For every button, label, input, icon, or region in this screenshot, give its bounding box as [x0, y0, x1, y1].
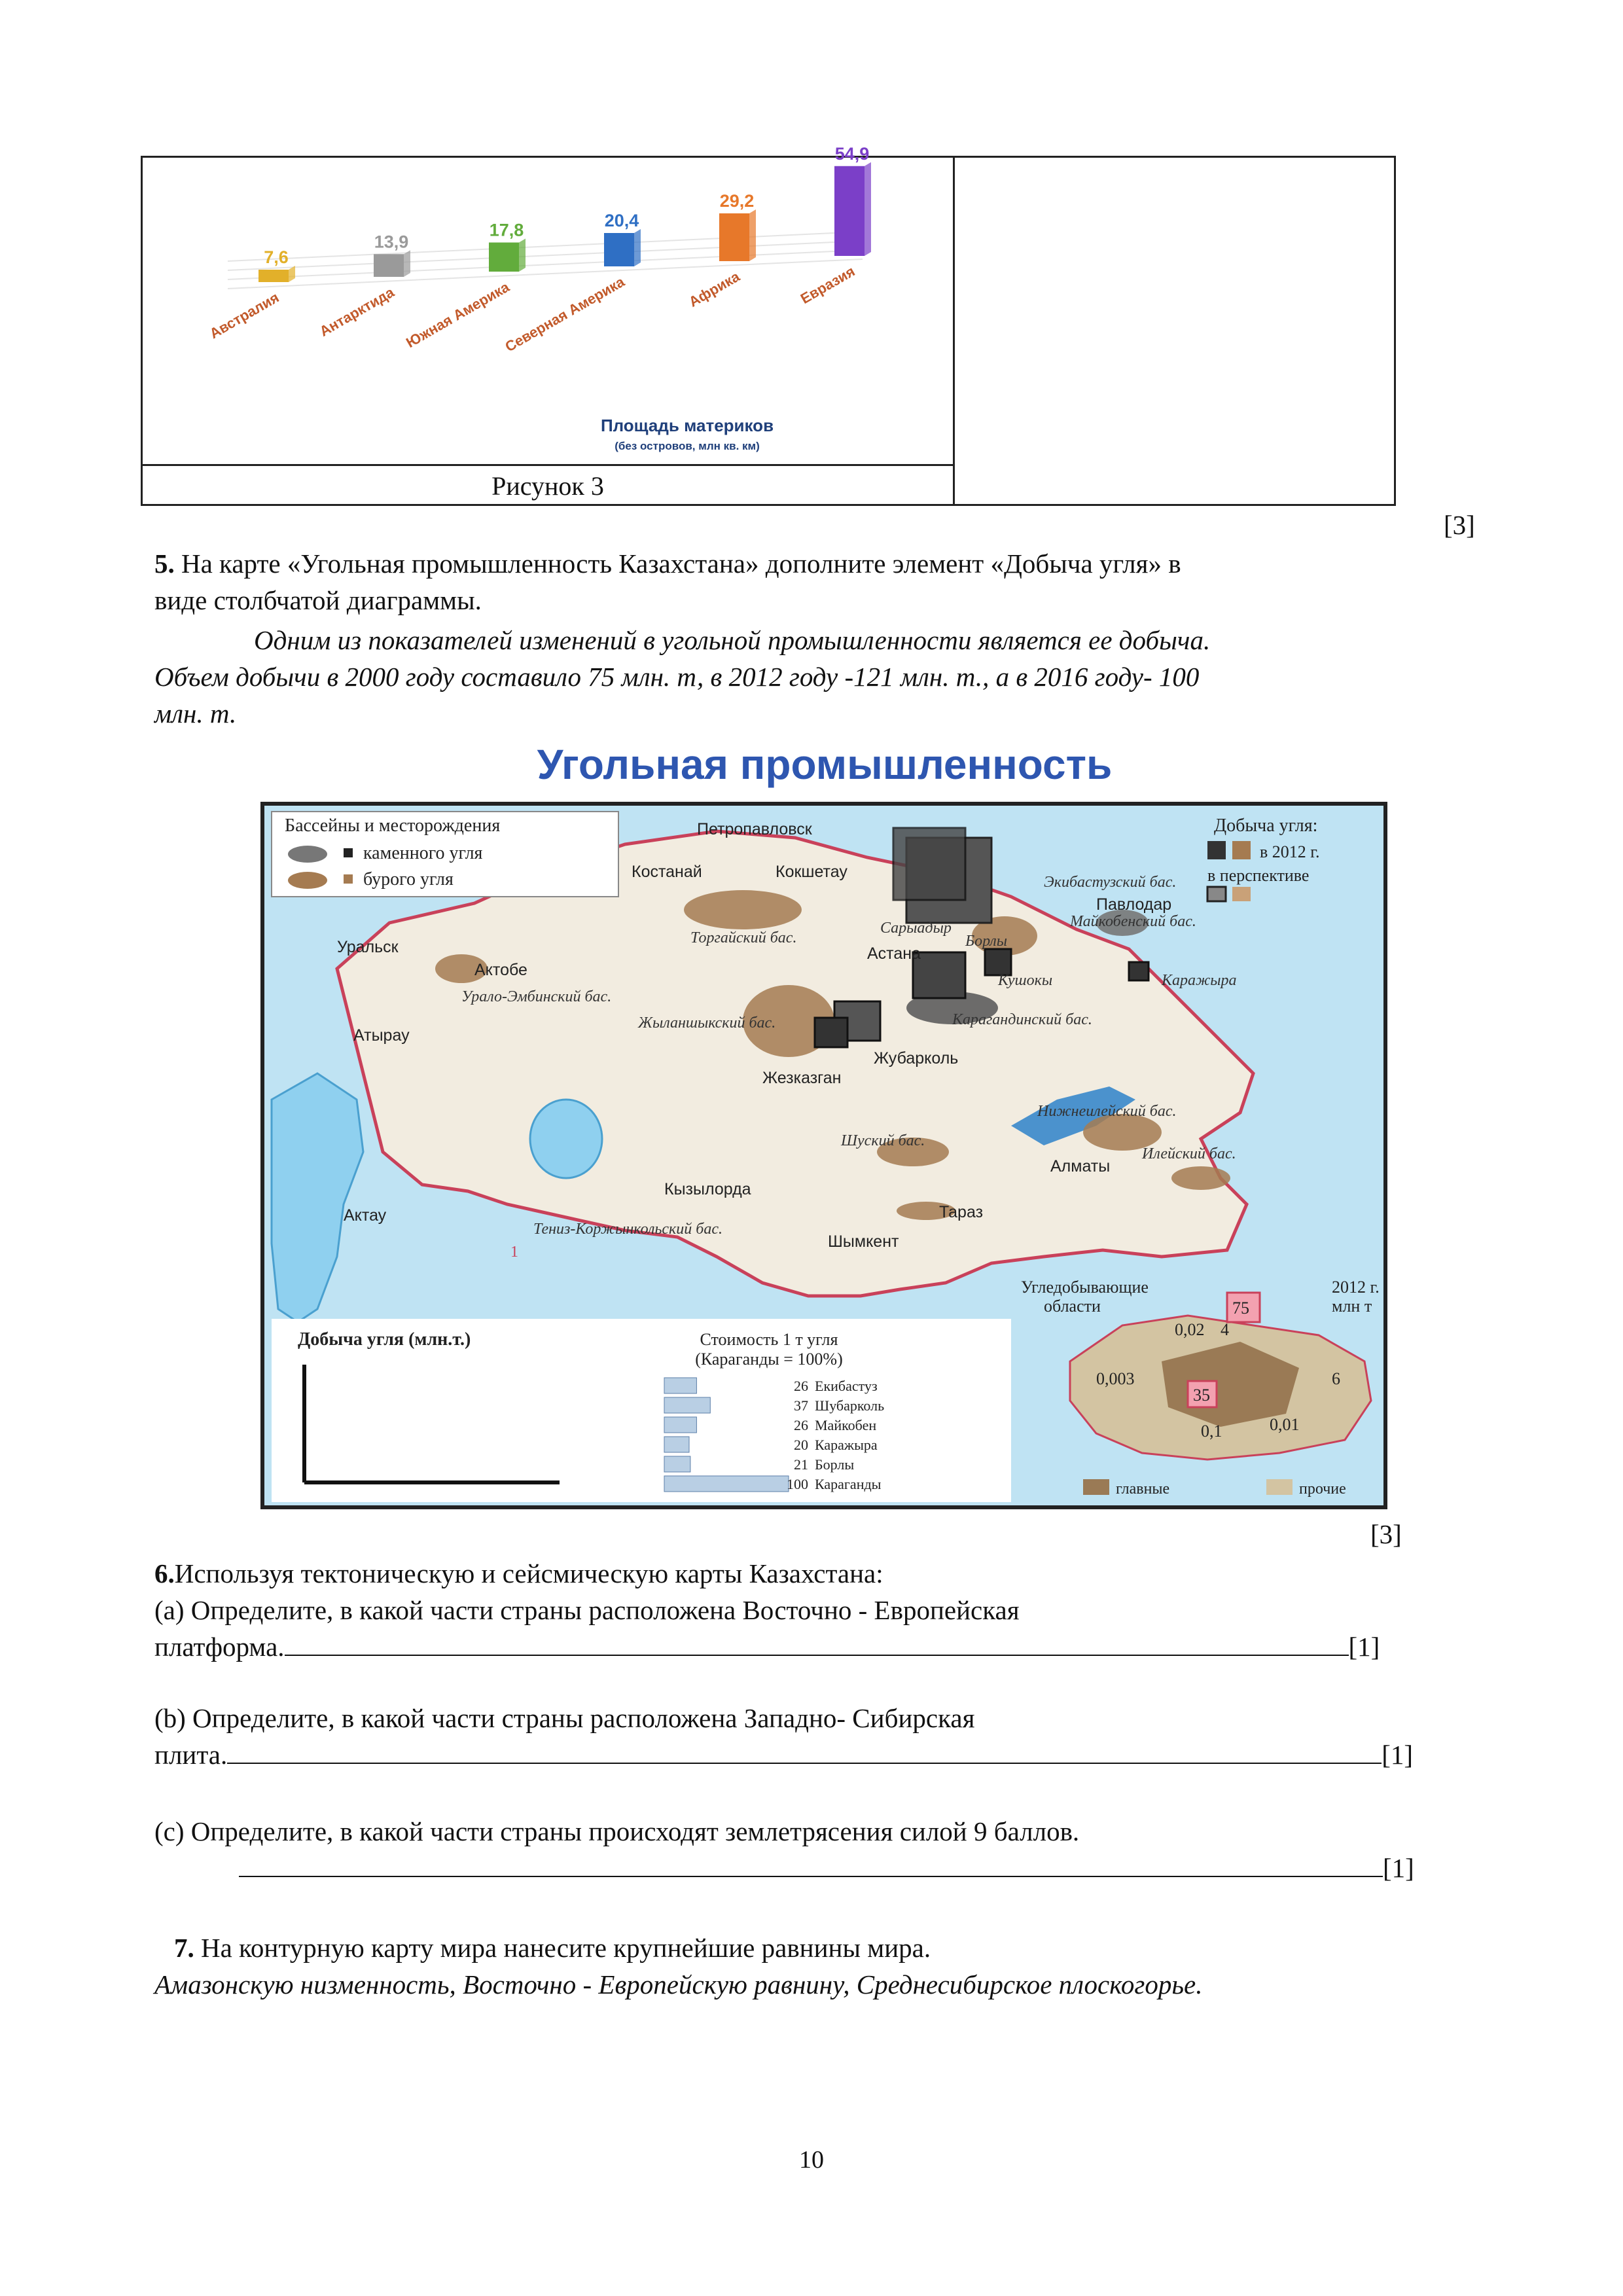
page-number: 10 [799, 2146, 824, 2174]
cost-bar [664, 1397, 710, 1413]
q6a-prompt: платформа. [154, 1632, 285, 1662]
chart-bar-side [519, 239, 526, 272]
chart-gridline [228, 259, 863, 289]
basin-label: Илейский бас. [1142, 1145, 1236, 1162]
basin-label: Урало-Эмбинский бас. [461, 988, 612, 1005]
cost-bar [664, 1476, 789, 1492]
inset-title-2: области [1044, 1297, 1101, 1316]
inset-unit: млн т [1332, 1297, 1372, 1316]
inset-value: 75 [1232, 1299, 1249, 1318]
chart-value-label: 7,6 [264, 247, 289, 267]
legend-brown-coal [288, 872, 327, 889]
coal-basin [1171, 1166, 1230, 1190]
coal-basin [684, 890, 802, 929]
table-divider-horizontal [143, 464, 953, 466]
city-label: Алматы [1050, 1157, 1111, 1175]
q7-text [174, 1929, 931, 1966]
chart-bar-side [289, 266, 295, 282]
chart-subtitle: (без островов, млн кв. км) [615, 440, 760, 452]
chart-category-label: Северная Америка [502, 273, 628, 355]
q7-number: 7. [174, 1933, 194, 1963]
basin-label: Шуский бас. [841, 1132, 925, 1149]
inset-legend-other: прочие [1299, 1480, 1346, 1498]
cost-name: Екибастуз [815, 1378, 878, 1394]
legend-item-stone: каменного угля [363, 843, 483, 863]
cost-value: 26 [794, 1378, 808, 1394]
q6a-score: [1] [1348, 1632, 1380, 1662]
production-square [985, 949, 1011, 975]
q5-text [154, 545, 1457, 619]
cost-value: 21 [794, 1456, 808, 1473]
chart-bar [374, 254, 404, 277]
cost-bar [664, 1456, 690, 1472]
chart-bar [489, 243, 519, 272]
basin-label: Сарыадыр [880, 920, 952, 937]
basin-label: Майкобенский бас. [1070, 913, 1196, 930]
cost-title: Стоимость 1 т угля [700, 1330, 838, 1349]
city-label: Кокшетау [776, 863, 847, 881]
chart-category-label: Австралия [206, 289, 282, 342]
chart-bar-side [634, 229, 641, 266]
legend-right-future: в перспективе [1207, 866, 1310, 885]
inset-value: 6 [1332, 1369, 1340, 1388]
city-label: Жезказган [762, 1069, 842, 1087]
q5-text-line2: виде столбчатой диаграммы. [154, 585, 482, 615]
continent-area-chart [143, 143, 953, 463]
q6a-line2 [154, 1628, 1380, 1665]
q7-italic: Амазонскую низменность, Восточно - Европейскую равнину, Среднесибирское плоскогорье. [154, 1969, 1203, 2000]
q6b-line1: (b) Определите, в какой части страны расположена Западно- Сибирская [154, 1703, 975, 1733]
basin-label: Кушокы [998, 972, 1053, 989]
cost-name: Караганды [815, 1476, 882, 1492]
production-square [815, 1018, 847, 1047]
city-label: Костанай [632, 863, 702, 881]
chart-gridline [228, 241, 863, 270]
chart-value-label: 13,9 [374, 232, 409, 252]
q6-intro-text: Используя тектоническую и сейсмическую карты Казахстана: [174, 1558, 883, 1588]
cost-value: 100 [787, 1476, 808, 1492]
q6b-prompt: плита. [154, 1740, 228, 1770]
chart-bar [604, 233, 634, 266]
basin-label: Экибастузский бас. [1044, 874, 1177, 891]
cost-name: Майкобен [815, 1417, 877, 1433]
basin-label: Каражыра [1162, 972, 1237, 989]
city-label: Актобе [474, 961, 527, 979]
legend-right-2012: в 2012 г. [1260, 842, 1320, 861]
basin-label: Борлы [965, 933, 1007, 950]
legend-right-title: Добыча угля: [1214, 816, 1318, 836]
city-label: Павлодар [1096, 895, 1172, 914]
q5-number: 5. [154, 548, 175, 579]
q5-italic-line2: Объем добычи в 2000 году составило 75 млн. т, в 2012 году -121 млн. т., а в 2016 году- 100 [154, 662, 1200, 692]
cost-name: Борлы [815, 1456, 855, 1473]
q6-intro [154, 1555, 883, 1592]
chart-category-label: Африка [686, 268, 743, 311]
chart-title: Площадь материков [600, 416, 774, 435]
q6b-line2 [154, 1736, 1413, 1773]
legend-title: Бассейны и месторождения [285, 816, 501, 836]
chart-bar [719, 213, 749, 261]
chart-bar-side [404, 250, 410, 277]
inset-value: 4 [1221, 1320, 1229, 1339]
city-label: Шымкент [828, 1232, 899, 1251]
production-square [1129, 962, 1149, 980]
city-label: Кызылорда [664, 1180, 751, 1198]
figure3-caption: Рисунок 3 [491, 471, 604, 501]
inset-value: 0,01 [1270, 1415, 1300, 1434]
legend-item-brown: бурого угля [363, 869, 454, 889]
legend-stone-coal [288, 846, 327, 863]
q5-text-line1: На карте «Угольная промышленность Казахстана» дополните элемент «Добыча угля» в [181, 548, 1181, 579]
figure3-table [141, 143, 1396, 506]
inset-legend-main: главные [1116, 1480, 1170, 1498]
legend-number: 1 [510, 1244, 518, 1261]
chart-bar-side [749, 209, 756, 261]
q6a-answer-line[interactable] [285, 1628, 1349, 1656]
city-label: Петропавловск [697, 820, 812, 838]
basin-label: Торгайский бас. [690, 929, 797, 946]
aral-sea [530, 1100, 602, 1178]
chart-value-label: 20,4 [604, 211, 639, 230]
q6c-score: [1] [1383, 1853, 1414, 1883]
chart-grid [228, 232, 863, 289]
inset-year: 2012 г. [1332, 1278, 1380, 1297]
chart-bar [834, 166, 865, 256]
chart-value-label: 54,9 [834, 143, 870, 164]
chart-category-label: Евразия [797, 262, 858, 308]
chart-value-label: 17,8 [489, 220, 524, 240]
cost-name: Шубарколь [815, 1397, 885, 1414]
score-q4: [3] [1444, 510, 1475, 540]
chart-gridline [228, 250, 863, 279]
city-label: Уральск [337, 938, 399, 956]
chart-gridline [228, 232, 863, 261]
score-q5: [3] [1370, 1519, 1402, 1549]
cost-bar [664, 1378, 696, 1393]
q7-text-body: На контурную карту мира нанесите крупнейшие равнины мира. [201, 1933, 931, 1963]
chart-category-label: Южная Америка [403, 278, 512, 351]
q6-number: 6. [154, 1558, 175, 1588]
q5-italic-line1: Одним из показателей изменений в угольной промышленности является ее добыча. [254, 625, 1211, 655]
cost-value: 26 [794, 1417, 808, 1433]
q6c-line1: (с) Определите, в какой части страны происходят землетрясения силой 9 баллов. [154, 1816, 1080, 1846]
city-label: Атырау [353, 1026, 410, 1045]
map-title: Угольная промышленность [537, 741, 1113, 788]
cost-value: 20 [794, 1437, 808, 1453]
table-divider-vertical [953, 158, 955, 504]
q6b-score: [1] [1382, 1740, 1414, 1770]
basin-label: Тениз-Коржынкольский бас. [533, 1221, 723, 1238]
inset-value: 35 [1193, 1386, 1210, 1405]
chart-category-label: Антарктида [316, 283, 397, 340]
production-square [913, 952, 965, 998]
cost-value: 37 [794, 1397, 808, 1414]
chart-bar [259, 270, 289, 282]
city-label: Тараз [939, 1203, 984, 1221]
coal-industry-map [259, 733, 1391, 1513]
q6c-line2 [239, 1850, 1414, 1886]
chart-bar-side [865, 162, 871, 256]
chart-labels [207, 144, 869, 355]
inset-value: 0,003 [1096, 1369, 1135, 1388]
cost-name: Каражыра [815, 1437, 878, 1453]
cost-bar [664, 1437, 689, 1452]
cost-subtitle: (Караганды = 100%) [695, 1350, 843, 1369]
basin-label: Жыланшыкский бас. [638, 1014, 776, 1031]
q6b-answer-line[interactable] [227, 1736, 1382, 1764]
q6c-answer-line[interactable] [239, 1850, 1383, 1877]
inset-title: Угледобывающие [1021, 1278, 1149, 1297]
city-label: Жубарколь [874, 1049, 959, 1067]
basin-label: Карагандинский бас. [952, 1011, 1092, 1028]
production-square [893, 828, 965, 900]
city-label: Актау [344, 1206, 387, 1225]
production-box-title: Добыча угля (млн.т.) [298, 1329, 471, 1350]
chart-value-label: 29,2 [719, 191, 755, 211]
q6a-line1: (а) Определите, в какой части страны расположена Восточно - Европейская [154, 1595, 1020, 1625]
city-label: Астана [867, 944, 921, 963]
q5-italic-line3: млн. т. [154, 698, 237, 728]
inset-value: 0,02 [1175, 1320, 1205, 1339]
inset-value: 0,1 [1201, 1422, 1222, 1441]
basin-label: Нижнеилейский бас. [1037, 1103, 1177, 1120]
cost-bar [664, 1417, 696, 1433]
